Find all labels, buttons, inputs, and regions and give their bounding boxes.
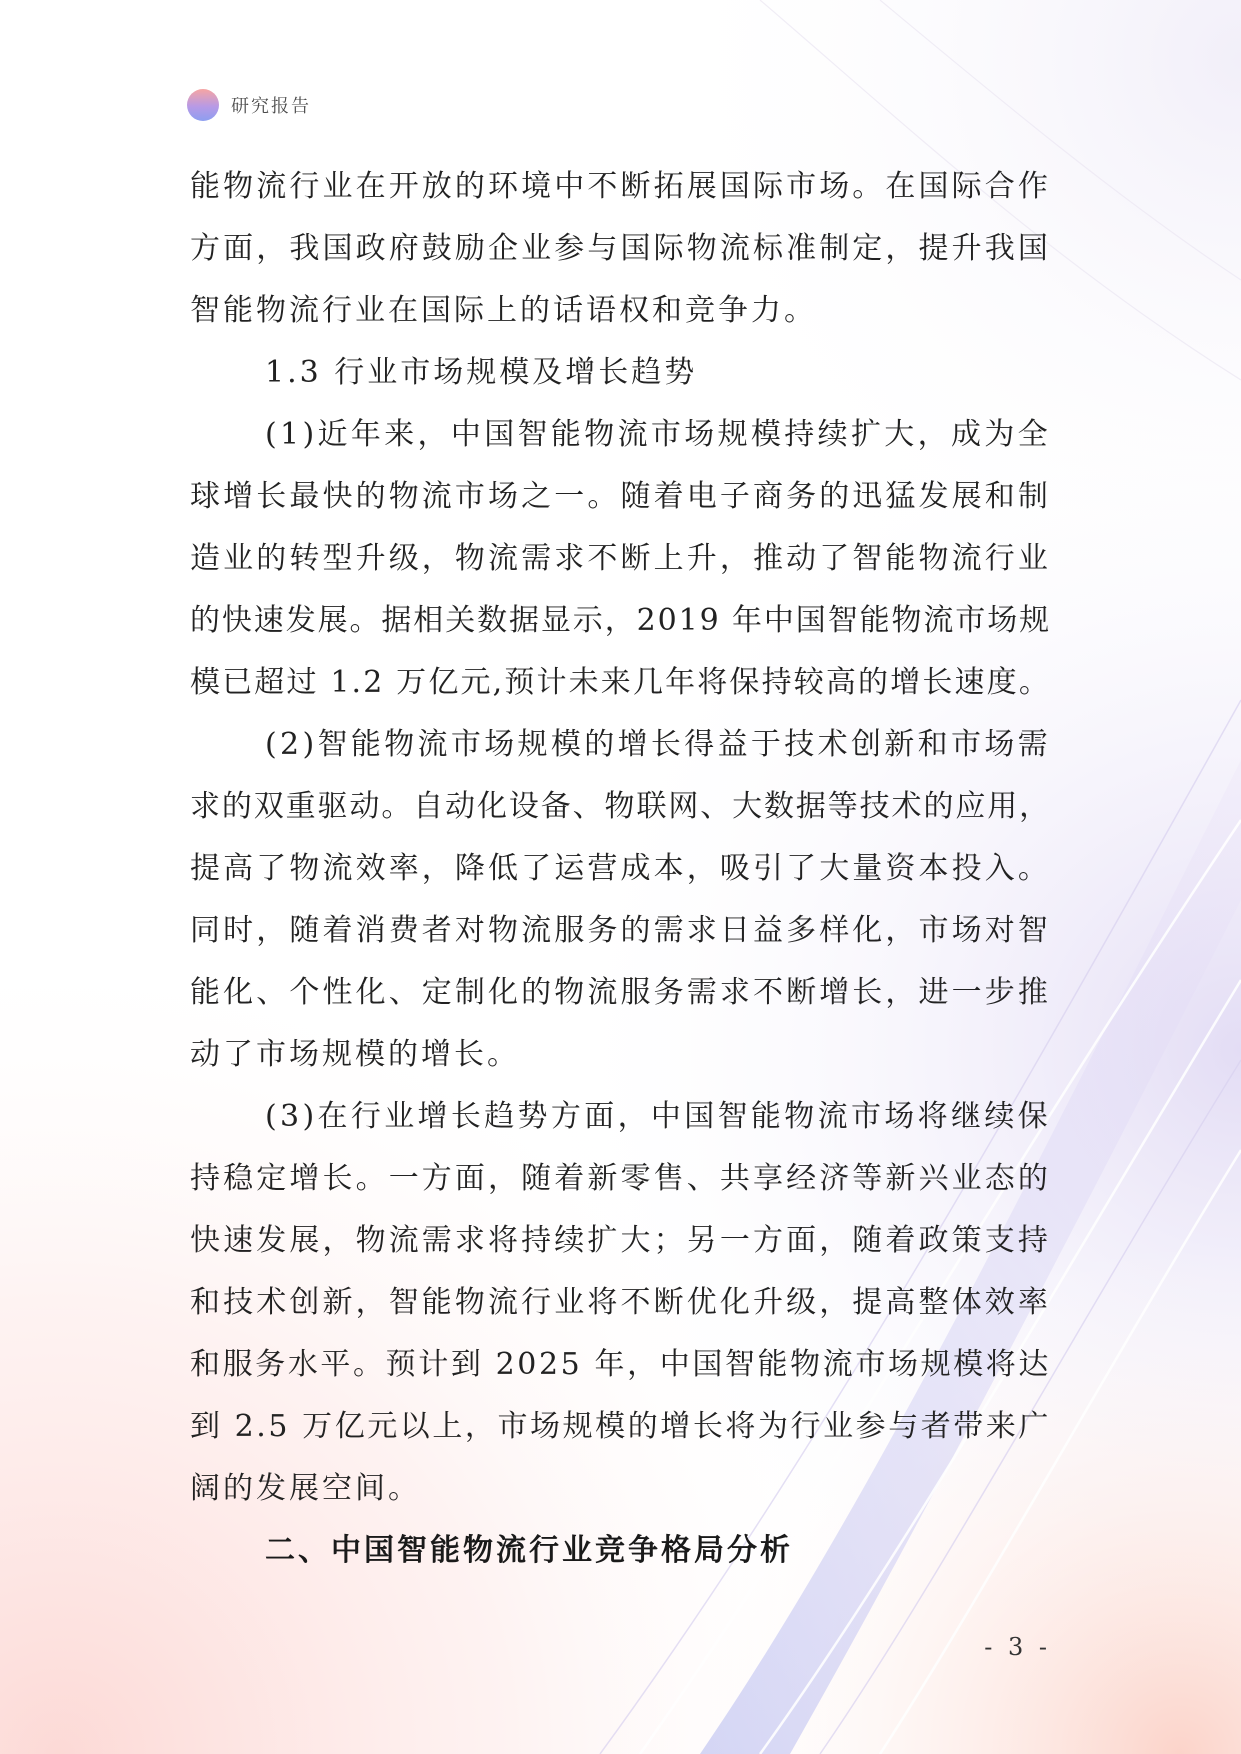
body-text-line: 到 2.5 万亿元以上，市场规模的增长将为行业参与者带来广 [190,1409,1051,1444]
paragraph-continued [190,156,1051,342]
body-text-line: 快速发展，物流需求将持续扩大；另一方面，随着政策支持 [190,1223,1051,1258]
body-text-line: 提高了物流效率，降低了运营成本，吸引了大量资本投入。 [190,851,1051,886]
paragraph [190,714,1051,1086]
paragraph [190,1086,1051,1520]
page-number: - 3 - [984,1633,1051,1661]
body-text-line: 能化、个性化、定制化的物流服务需求不断增长，进一步推 [190,975,1051,1010]
body-text-line: (3)在行业增长趋势方面，中国智能物流市场将继续保 [265,1099,1051,1134]
body-text-line: 球增长最快的物流市场之一。随着电子商务的迅猛发展和制 [190,479,1051,514]
body-text-line: 和技术创新，智能物流行业将不断优化升级，提高整体效率 [190,1285,1051,1320]
report-header [187,89,311,121]
body-text-line: 求的双重驱动。自动化设备、物联网、大数据等技术的应用， [190,789,1051,824]
paragraph [190,404,1051,714]
body-text-line: 持稳定增长。一方面，随着新零售、共享经济等新兴业态的 [190,1161,1051,1196]
body-text-line: 能物流行业在开放的环境中不断拓展国际市场。在国际合作 [190,169,1051,204]
document-body [190,156,1051,1582]
body-text-line: 的快速发展。据相关数据显示，2019 年中国智能物流市场规 [190,603,1051,638]
body-text-line: 和服务水平。预计到 2025 年，中国智能物流市场规模将达 [190,1347,1051,1382]
header-label: 研究报告 [231,96,311,117]
body-text-line: (1)近年来，中国智能物流市场规模持续扩大，成为全 [265,417,1051,452]
body-text-line: 造业的转型升级，物流需求不断上升，推动了智能物流行业 [190,541,1051,576]
body-text-line: (2)智能物流市场规模的增长得益于技术创新和市场需 [265,727,1051,762]
logo-icon [187,89,219,121]
section-heading: 1.3 行业市场规模及增长趋势 [265,355,698,390]
body-text-line: 动了市场规模的增长。 [190,1037,520,1072]
body-text-line: 阔的发展空间。 [190,1471,421,1506]
body-text-line: 同时，随着消费者对物流服务的需求日益多样化，市场对智 [190,913,1051,948]
chapter-heading: 二、中国智能物流行业竞争格局分析 [265,1533,793,1568]
body-text-line: 智能物流行业在国际上的话语权和竞争力。 [190,293,817,328]
body-text-line: 方面，我国政府鼓励企业参与国际物流标准制定，提升我国 [190,231,1051,266]
body-text-line: 模已超过 1.2 万亿元,预计未来几年将保持较高的增长速度。 [190,665,1051,700]
